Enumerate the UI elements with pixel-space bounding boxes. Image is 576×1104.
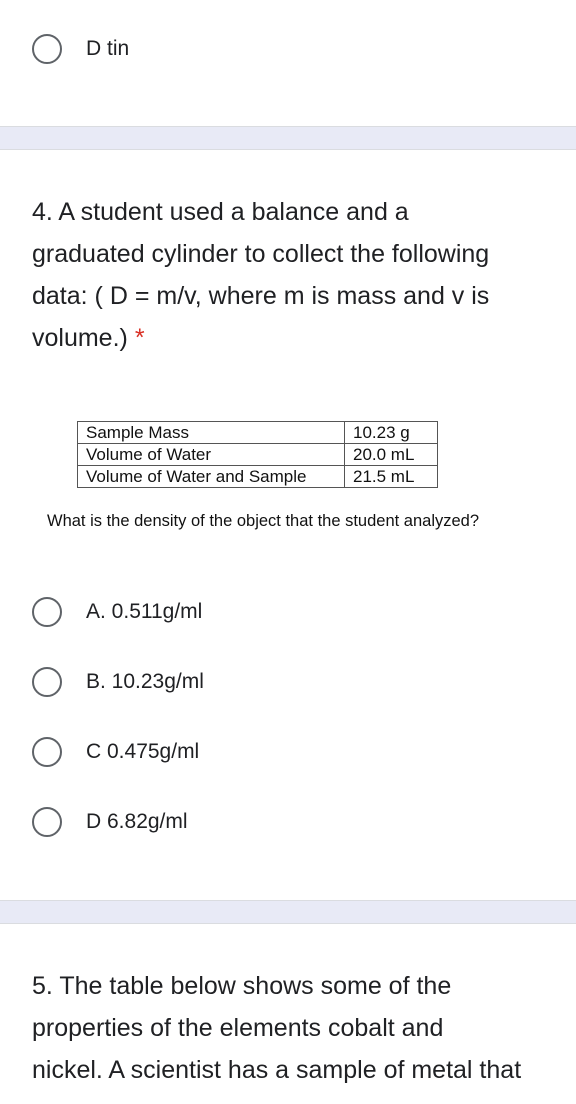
radio-circle-icon[interactable]: [32, 667, 62, 697]
option-label: D 6.82g/ml: [86, 810, 188, 833]
question-prompt: What is the density of the object that the student analyzed?: [47, 512, 480, 530]
table-cell-label: Volume of Water and Sample: [78, 466, 345, 488]
table-cell-value: 10.23 g: [345, 422, 438, 444]
radio-circle-icon[interactable]: [32, 737, 62, 767]
table-cell-label: Volume of Water: [78, 444, 345, 466]
radio-circle-icon[interactable]: [32, 807, 62, 837]
option-c[interactable]: [32, 732, 199, 772]
option-label: C 0.475g/ml: [86, 740, 200, 763]
required-asterisk: *: [134, 324, 145, 352]
question-title-line: 5. The table below shows some of the: [32, 972, 452, 1000]
option-label: B. 10.23g/ml: [86, 670, 204, 693]
question-title-line: graduated cylinder to collect the following: [32, 240, 490, 268]
table-cell-label: Sample Mass: [78, 422, 345, 444]
question-5-title: [32, 965, 576, 1091]
question-4-title: [32, 191, 576, 359]
radio-circle-icon[interactable]: [32, 597, 62, 627]
table-row: [78, 444, 438, 466]
question-title-line-last: [32, 317, 576, 359]
question-title-line: data: ( D = m/v, where m is mass and v is: [32, 282, 490, 310]
table-row: [78, 466, 438, 488]
option-d-tin[interactable]: [32, 29, 129, 69]
option-label: D tin: [86, 37, 130, 60]
table-cell-value: 21.5 mL: [345, 466, 438, 488]
question-title-line: volume.): [32, 324, 128, 352]
table-cell-value: 20.0 mL: [345, 444, 438, 466]
option-label: A. 0.511g/ml: [86, 600, 203, 623]
question-title-line: nickel. A scientist has a sample of metal that: [32, 1056, 522, 1084]
radio-circle-icon[interactable]: [32, 34, 62, 64]
question-title-line: 4. A student used a balance and a: [32, 198, 409, 226]
section-divider: [0, 900, 576, 924]
data-table-image: [77, 421, 438, 488]
option-a[interactable]: [32, 592, 202, 632]
option-d[interactable]: [32, 802, 188, 842]
option-b[interactable]: [32, 662, 204, 702]
table-row: [78, 422, 438, 444]
section-divider: [0, 126, 576, 150]
question-title-line: properties of the elements cobalt and: [32, 1014, 444, 1042]
